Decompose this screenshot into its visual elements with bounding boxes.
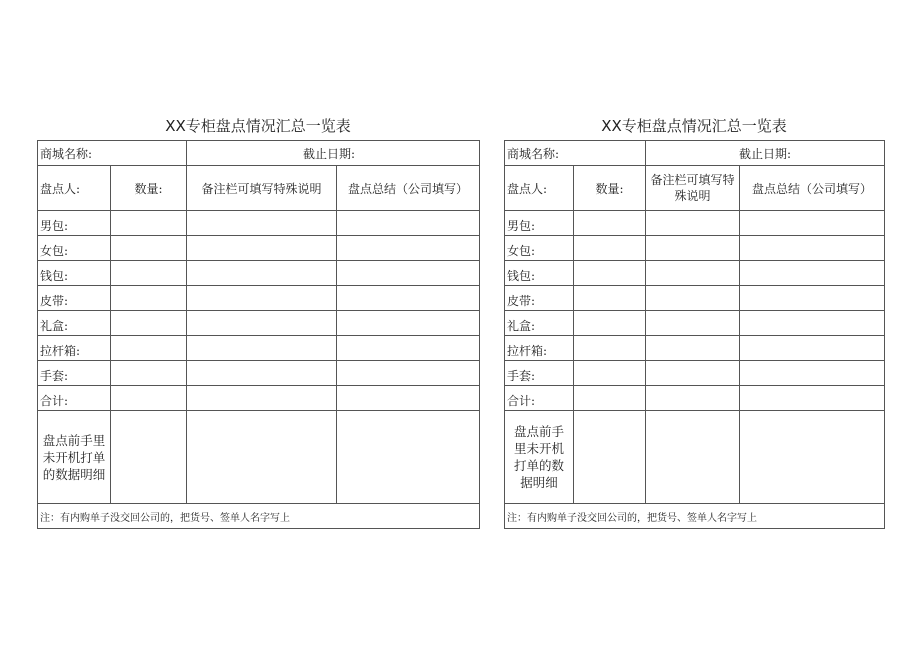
item-row [38, 261, 480, 286]
summary-label: 盘点总结（公司填写） [337, 166, 480, 211]
unsent-qty-cell[interactable] [574, 411, 646, 504]
item-label: 拉杆箱: [505, 336, 574, 361]
header-row [505, 166, 885, 211]
remarks-label: 备注栏可填写特殊说明 [646, 166, 740, 211]
inventory-form-right [504, 112, 884, 529]
item-qty-cell[interactable] [574, 311, 646, 336]
item-qty-cell[interactable] [111, 236, 187, 261]
item-label: 皮带: [505, 286, 574, 311]
item-qty-cell[interactable] [574, 261, 646, 286]
remarks-label: 备注栏可填写特殊说明 [187, 166, 337, 211]
summary-label: 盘点总结（公司填写） [740, 166, 885, 211]
item-qty-cell[interactable] [574, 286, 646, 311]
item-summary-cell[interactable] [740, 286, 885, 311]
item-label: 女包: [38, 236, 111, 261]
item-qty-cell[interactable] [574, 236, 646, 261]
item-qty-cell[interactable] [111, 336, 187, 361]
item-row [38, 361, 480, 386]
item-remarks-cell[interactable] [187, 261, 337, 286]
form-title: XX专柜盘点情况汇总一览表 [165, 117, 351, 135]
inventory-form-left [37, 112, 479, 529]
item-summary-cell[interactable] [740, 311, 885, 336]
item-label: 礼盒: [505, 311, 574, 336]
shop-name-label: 商城名称: [38, 141, 187, 166]
item-summary-cell[interactable] [337, 236, 480, 261]
unsent-remarks-cell[interactable] [646, 411, 740, 504]
item-remarks-cell[interactable] [187, 211, 337, 236]
shop-name-label: 商城名称: [505, 141, 646, 166]
shop-row [505, 141, 885, 166]
item-label: 手套: [38, 361, 111, 386]
item-qty-cell[interactable] [111, 261, 187, 286]
total-row [38, 386, 480, 411]
item-row [38, 211, 480, 236]
item-qty-cell[interactable] [574, 361, 646, 386]
unsent-orders-label: 盘点前手里未开机打单的数据明细 [505, 411, 574, 504]
item-label: 皮带: [38, 286, 111, 311]
unsent-orders-row [38, 411, 480, 504]
counter-label: 盘点人: [505, 166, 574, 211]
item-qty-cell[interactable] [111, 311, 187, 336]
item-label: 礼盒: [38, 311, 111, 336]
total-qty-cell[interactable] [574, 386, 646, 411]
item-label: 钱包: [38, 261, 111, 286]
item-label: 男包: [505, 211, 574, 236]
item-remarks-cell[interactable] [646, 261, 740, 286]
item-row [38, 286, 480, 311]
item-summary-cell[interactable] [337, 336, 480, 361]
item-row [505, 261, 885, 286]
item-qty-cell[interactable] [574, 336, 646, 361]
cutoff-date-label: 截止日期: [187, 141, 480, 166]
item-label: 钱包: [505, 261, 574, 286]
item-remarks-cell[interactable] [187, 336, 337, 361]
item-row [505, 336, 885, 361]
total-remarks-cell[interactable] [646, 386, 740, 411]
total-label: 合计: [505, 386, 574, 411]
item-label: 女包: [505, 236, 574, 261]
total-label: 合计: [38, 386, 111, 411]
item-label: 男包: [38, 211, 111, 236]
note-row [505, 504, 885, 529]
item-summary-cell[interactable] [740, 361, 885, 386]
unsent-orders-row [505, 411, 885, 504]
item-summary-cell[interactable] [337, 311, 480, 336]
item-row [505, 361, 885, 386]
footnote: 注：有内购单子没交回公司的，把货号、签单人名字写上 [505, 504, 885, 529]
total-row [505, 386, 885, 411]
cutoff-date-label: 截止日期: [646, 141, 885, 166]
item-row [505, 236, 885, 261]
item-summary-cell[interactable] [337, 286, 480, 311]
unsent-qty-cell[interactable] [111, 411, 187, 504]
item-remarks-cell[interactable] [187, 361, 337, 386]
quantity-label: 数量: [111, 166, 187, 211]
item-remarks-cell[interactable] [646, 336, 740, 361]
unsent-orders-label: 盘点前手里未开机打单的数据明细 [38, 411, 111, 504]
item-row [505, 286, 885, 311]
item-qty-cell[interactable] [111, 286, 187, 311]
unsent-remarks-cell[interactable] [187, 411, 337, 504]
inventory-table [504, 140, 885, 529]
item-remarks-cell[interactable] [187, 236, 337, 261]
item-row [505, 211, 885, 236]
item-remarks-cell[interactable] [187, 311, 337, 336]
footnote: 注：有内购单子没交回公司的，把货号、签单人名字写上 [38, 504, 480, 529]
item-summary-cell[interactable] [337, 361, 480, 386]
item-label: 拉杆箱: [38, 336, 111, 361]
item-qty-cell[interactable] [111, 361, 187, 386]
item-summary-cell[interactable] [740, 261, 885, 286]
item-remarks-cell[interactable] [187, 286, 337, 311]
counter-label: 盘点人: [38, 166, 111, 211]
quantity-label: 数量: [574, 166, 646, 211]
item-remarks-cell[interactable] [646, 236, 740, 261]
total-remarks-cell[interactable] [187, 386, 337, 411]
note-row [38, 504, 480, 529]
item-remarks-cell[interactable] [646, 211, 740, 236]
item-remarks-cell[interactable] [646, 311, 740, 336]
total-summary-cell[interactable] [740, 386, 885, 411]
item-remarks-cell[interactable] [646, 361, 740, 386]
item-summary-cell[interactable] [740, 211, 885, 236]
item-label: 手套: [505, 361, 574, 386]
item-qty-cell[interactable] [111, 211, 187, 236]
item-summary-cell[interactable] [740, 236, 885, 261]
item-summary-cell[interactable] [337, 261, 480, 286]
inventory-table [37, 140, 480, 529]
shop-row [38, 141, 480, 166]
unsent-summary-cell[interactable] [740, 411, 885, 504]
total-qty-cell[interactable] [111, 386, 187, 411]
item-row [38, 236, 480, 261]
item-qty-cell[interactable] [574, 211, 646, 236]
item-row [505, 311, 885, 336]
item-summary-cell[interactable] [337, 211, 480, 236]
item-summary-cell[interactable] [740, 336, 885, 361]
header-row [38, 166, 480, 211]
total-summary-cell[interactable] [337, 386, 480, 411]
form-title: XX专柜盘点情况汇总一览表 [601, 117, 787, 135]
item-remarks-cell[interactable] [646, 286, 740, 311]
item-row [38, 311, 480, 336]
unsent-summary-cell[interactable] [337, 411, 480, 504]
item-row [38, 336, 480, 361]
